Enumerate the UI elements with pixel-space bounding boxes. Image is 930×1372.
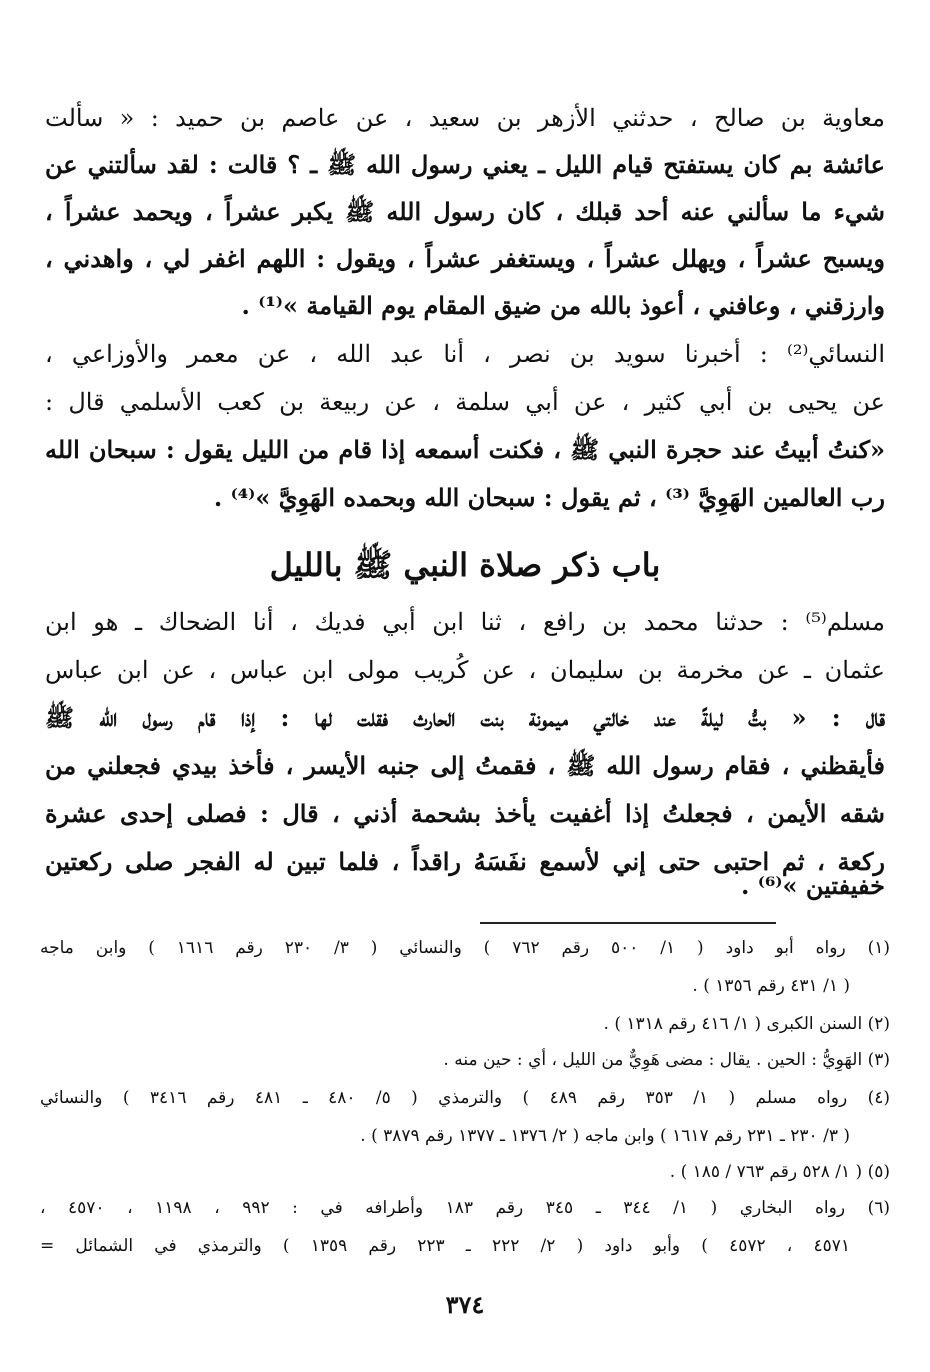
body-line: خفيفتين »⁽⁶⁾ . xyxy=(741,871,885,900)
footnote-line: (١) رواه أبو داود ( ١/ ٥٠٠ رقم ٧٦٢ ) والنسائي ( ٣/ ٢٣٠ رقم ١٦١٦ ) وابن ماجه xyxy=(40,938,890,958)
footnote-line: (٦) رواه البخاري ( ١/ ٣٤٤ ـ ٣٤٥ رقم ١٨٣ وأطرافه في : ٩٩٢ ، ١١٩٨ ، ٤٥٧٠ ، xyxy=(40,1198,890,1218)
footnote-line: (٣) الهَوِيُّ : الحين . يقال : مضى هَوِيٌّ من الليل ، أي : حين منه . xyxy=(443,1050,890,1070)
body-line: شقه الأيمن ، فجعلتُ إذا أغفيت يأخذ بشحمة أذني ، قال : فصلى إحدى عشرة xyxy=(45,799,885,828)
footnote-line: (٥) ( ١/ ٥٢٨ رقم ٧٦٣ / ١٨٥ ) . xyxy=(669,1162,890,1182)
footnote-divider xyxy=(480,922,776,924)
footnote-line: (٤) رواه مسلم ( ١/ ٣٥٣ رقم ٤٨٩ ) والترمذي ( ٥/ ٤٨٠ ـ ٤٨١ رقم ٣٤١٦ ) والنسائي xyxy=(40,1088,890,1108)
footnote-line: ( ٣/ ٢٣٠ ـ ٢٣١ رقم ١٦١٧ ) وابن ماجه ( ٢/ ١٣٧٦ ـ ١٣٧٧ رقم ٣٨٧٩ ) . xyxy=(360,1126,850,1146)
body-line: معاوية بن صالح ، حدثني الأزهر بن سعيد ، عن عاصم بن حميد : « سألت xyxy=(45,104,885,132)
section-heading: باب ذكر صلاة النبي ﷺ بالليل xyxy=(269,546,661,584)
body-line: عثمان ـ عن مخرمة بن سليمان ، عن كُريب مولى ابن عباس ، عن ابن عباس xyxy=(45,656,885,684)
body-line: ركعة ، ثم احتبى حتى إني لأسمع نفَسَهُ راقداً ، فلما تبين له الفجر صلى ركعتين xyxy=(45,847,885,876)
body-line: «كنتُ أبيتُ عند حجرة النبي ﷺ ، فكنت أسمعه إذا قام من الليل يقول : سبحان الله xyxy=(45,435,885,464)
body-line: فأيقظني ، فقام رسول الله ﷺ ، فقمتُ إلى جنبه الأيسر ، فأخذ بيدي فجعلني من xyxy=(45,751,885,780)
footnote-line: (٢) السنن الكبرى ( ١/ ٤١٦ رقم ١٣١٨ ) . xyxy=(603,1014,890,1034)
body-line: عن يحيى بن أبي كثير ، عن أبي سلمة ، عن ربيعة بن كعب الأسلمي قال : xyxy=(45,388,885,416)
body-line: عائشة بم كان يستفتح قيام الليل ـ يعني رسول الله ﷺ ـ ؟ قالت : لقد سألتني عن xyxy=(45,150,885,179)
body-line: قال : « بتُّ ليلةً عند خالتي ميمونة بنت الحارث فقلت لها : إذا قام رسول الله ﷺ xyxy=(45,703,885,732)
footnote-line: ( ١/ ٤٣١ رقم ١٣٥٦ ) . xyxy=(692,976,850,996)
body-line: ويسبح عشراً ، ويهلل عشراً ، ويستغفر عشراً ، ويقول : اللهم اغفر لي ، واهدني ، xyxy=(45,244,885,273)
body-line: شيء ما سألني عنه أحد قبلك ، كان رسول الله ﷺ يكبر عشراً ، ويحمد عشراً ، xyxy=(45,197,885,226)
footnote-line: ٤٥٧١ ، ٤٥٧٢ ) وأبو داود ( ٢/ ٢٢٢ ـ ٢٢٣ رقم ١٣٥٩ ) والترمذي في الشمائل = xyxy=(40,1236,850,1256)
body-line: رب العالمين الهَوِيَّ ⁽³⁾ ، ثم يقول : سبحان الله وبحمده الهَوِيَّ »⁽⁴⁾ . xyxy=(213,483,885,512)
page-number: ٣٧٤ xyxy=(445,1290,485,1319)
body-line: وارزقني ، وعافني ، أعوذ بالله من ضيق المقام يوم القيامة »⁽¹⁾ . xyxy=(241,291,885,320)
body-line: مسلم⁽⁵⁾ : حدثنا محمد بن رافع ، ثنا ابن أبي فديك ، أنا الضحاك ـ هو ابن xyxy=(45,608,885,636)
body-line: النسائي⁽²⁾ : أخبرنا سويد بن نصر ، أنا عبد الله ، عن معمر والأوزاعي ، xyxy=(45,340,885,368)
